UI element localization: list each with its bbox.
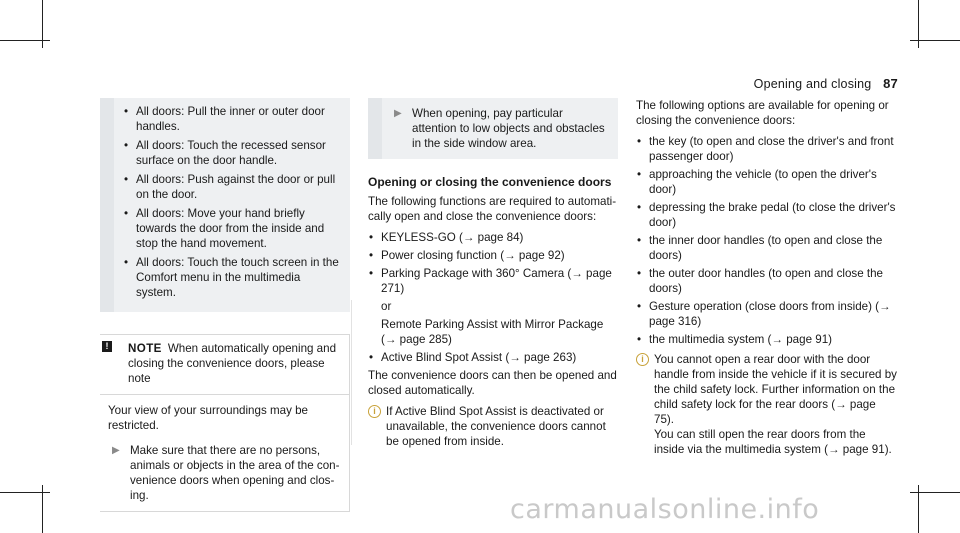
- crop-mark: [910, 492, 960, 493]
- info-icon: i: [636, 353, 649, 366]
- or-text: or: [381, 300, 392, 313]
- column-2: [368, 98, 618, 449]
- list-item: • the key (to open and close the driver's and front passenger door): [636, 134, 898, 164]
- column-3: [636, 98, 898, 457]
- note-body: [100, 395, 349, 511]
- note-step: [108, 443, 341, 503]
- info-text: You cannot open a rear door with the door handle from inside the vehicle if it is secured by the child safety lock. Further information on the child safety lock for the rear doors (→ page 75).: [654, 353, 897, 426]
- options-list: [636, 134, 898, 347]
- note-box: [100, 334, 350, 512]
- list-item: • All doors: Touch the touch screen in the Comfort menu in the multimedia system.: [122, 255, 342, 300]
- step-box: [368, 98, 618, 159]
- info-note: [636, 352, 898, 457]
- requirements-list: [368, 230, 618, 365]
- list-item: • depressing the brake pedal (to close the driver's door): [636, 200, 898, 230]
- page-number: 87: [883, 76, 898, 91]
- step-arrow-icon: ▶: [394, 108, 402, 119]
- section-heading: Opening or closing the convenience doors: [368, 175, 612, 189]
- crop-mark: [0, 40, 50, 41]
- watermark: carmanualsonline.info: [510, 494, 820, 525]
- note-title: When automatically opening and closing the convenience doors, please note: [128, 342, 337, 385]
- list-item: • Active Blind Spot Assist (→ page 263): [368, 350, 618, 365]
- step-text: When opening, pay particular attention to low objects and obstacles in the side window area.: [412, 107, 605, 150]
- note-header: [100, 335, 349, 395]
- info-icon: i: [368, 405, 381, 418]
- info-note: [368, 404, 618, 449]
- info-text: If Active Blind Spot Assist is deactivated or unavailable, the convenience doors cannot be opened from inside.: [386, 405, 606, 448]
- note-label: NOTE: [128, 342, 162, 355]
- list-item: • All doors: Pull the inner or outer door handles.: [122, 104, 342, 134]
- column-divider: [351, 300, 352, 445]
- note-text: Your view of your surroundings may be restricted.: [108, 404, 308, 432]
- crop-mark: [0, 492, 50, 493]
- section-title: Opening and closing: [753, 77, 872, 91]
- step-item: [390, 106, 610, 151]
- list-item: • Power closing function (→ page 92): [368, 248, 618, 263]
- list-item: • All doors: Touch the recessed sensor surface on the door handle.: [122, 138, 342, 168]
- list-item: • All doors: Move your hand briefly towards the door from the inside and stop the hand movement.: [122, 206, 342, 251]
- result-text: The convenience doors can then be opened and closed automatically.: [368, 369, 617, 397]
- list-item: • All doors: Push against the door or pull on the door.: [122, 172, 342, 202]
- list-item: • the outer door handles (to open and close the doors): [636, 266, 898, 296]
- list-item: [368, 266, 618, 347]
- list-item: • approaching the vehicle (to open the driver's door): [636, 167, 898, 197]
- list-item: • the multimedia system (→ page 91): [636, 332, 898, 347]
- intro-text: The following functions are required to automatically open and close the convenience doors:: [368, 195, 617, 223]
- exclamation-icon: !: [102, 341, 112, 352]
- crop-mark: [910, 40, 960, 41]
- column-1: [100, 98, 350, 512]
- parking-package-text: Parking Package with 360° Camera (→ page 271): [381, 267, 612, 295]
- list-item: • Gesture operation (close doors from inside) (→ page 316): [636, 299, 898, 329]
- info-text-2: You can still open the rear doors from the inside via the multimedia system (→ page 91).: [654, 428, 892, 456]
- remote-parking-text: Remote Parking Assist with Mirror Package (→ page 285): [381, 318, 604, 346]
- step-arrow-icon: ▶: [112, 445, 120, 456]
- list-item: • KEYLESS-GO (→ page 84): [368, 230, 618, 245]
- note-step-text: Make sure that there are no persons, animals or objects in the area of the convenience doors when opening and closing.: [130, 444, 340, 502]
- page-header: [754, 76, 898, 91]
- door-actions-box: [100, 98, 350, 312]
- list-item: • the inner door handles (to open and close the doors): [636, 233, 898, 263]
- intro-text: The following options are available for opening or closing the convenience doors:: [636, 99, 889, 127]
